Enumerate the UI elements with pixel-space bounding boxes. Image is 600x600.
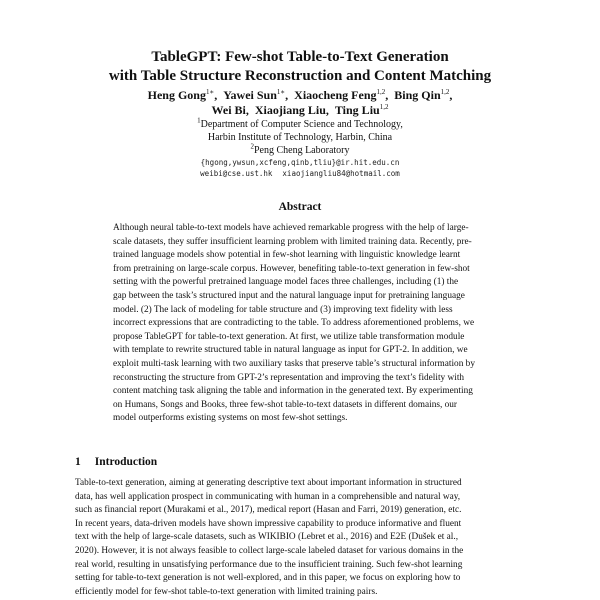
author-sup: 1∗ bbox=[276, 88, 286, 96]
title-line-2: with Table Structure Reconstruction and Content Matching bbox=[108, 68, 492, 84]
abstract-line: trained language models show potential in few-shot learning with linguistic knowledge learnt bbox=[113, 250, 461, 261]
abstract-line: incorrect expressions that are contradicting to the table. To address aforementioned problems, we bbox=[113, 318, 475, 329]
abstract-line: reconstructing the structure from GPT-2’s representation and improving the text’s fidelity with bbox=[113, 372, 465, 383]
section-heading-introduction bbox=[75, 455, 157, 469]
author-sup: 1∗ bbox=[205, 88, 215, 96]
abstract-heading: Abstract bbox=[278, 201, 322, 213]
affiliation-line bbox=[0, 118, 600, 131]
affiliation-line bbox=[0, 144, 600, 157]
abstract-line: on Humans, Songs and Books, three few-shot table-to-text datasets in different domains, our bbox=[113, 399, 458, 410]
author-name: Xiaocheng Feng bbox=[294, 88, 377, 102]
email-address: xiaojiangliu84@hotmail.com bbox=[282, 169, 400, 178]
intro-line: 2020). However, it is not always feasible to collect large-scale labeled dataset for various domains in the bbox=[75, 545, 464, 556]
author-sup: 1,2 bbox=[376, 88, 386, 96]
affiliation-line: Harbin Institute of Technology, Harbin, China bbox=[207, 132, 393, 143]
author-emails bbox=[0, 157, 600, 179]
abstract-line: Although neural table-to-text models have achieved remarkable progress with the help of large- bbox=[113, 223, 469, 233]
abstract-line: propose TableGPT for table-to-text generation. At first, we utilize table transformation module bbox=[113, 331, 465, 342]
author-sup: 1,2 bbox=[440, 88, 450, 96]
title-line-1: TableGPT: Few-shot Table-to-Text Generation bbox=[151, 49, 449, 65]
abstract-line: model outperforms existing systems on most few-shot settings. bbox=[113, 413, 348, 424]
email-line: {hgong,ywsun,xcfeng,qinb,tliu}@ir.hit.edu.cn bbox=[200, 158, 400, 167]
abstract-line: content matching task aligning the table and information in the generated text. By experimenting bbox=[113, 386, 473, 397]
author-name: Heng Gong bbox=[147, 88, 206, 102]
abstract-line: exploit multi-task learning with two auxiliary tasks that preserve table’s structural information by bbox=[113, 358, 475, 369]
author-line-2: Wei Bi, Xiaojiang Liu, Ting Liu$^{1,2}$ bbox=[211, 103, 389, 117]
intro-line: such as financial report (Murakami et al., 2017), medical report (Hasan and Farri, 2019) generation, etc. bbox=[75, 505, 462, 516]
intro-line: In recent years, data-driven models have shown impressive capability to produce informative and fluent bbox=[75, 518, 462, 529]
section-number: 1 bbox=[75, 456, 81, 468]
affiliations bbox=[0, 118, 600, 157]
introduction-body bbox=[75, 477, 530, 599]
paper-title bbox=[0, 48, 600, 86]
abstract-line: with template to rewrite structured table in natural language as input for GPT-2. In addition, we bbox=[113, 345, 468, 356]
author-name: Yawei Sun bbox=[223, 88, 277, 102]
intro-line: text with the help of large-scale datasets, such as WIKIBIO (Lebret et al., 2016) and E2E (Dušek et al., bbox=[75, 532, 459, 543]
author-line-1: Heng Gong$^{1∗}$, Yawei Sun$^{1∗}$, Xiaocheng Feng$^{1,2}$, Bing Qin$^{1,2}$, bbox=[147, 88, 453, 102]
affiliation-sup: 2 bbox=[250, 142, 254, 151]
abstract-line: scale datasets, they suffer insufficient learning problem with limited training data. Recently, pre- bbox=[113, 236, 472, 247]
author-name: Wei Bi bbox=[211, 103, 246, 117]
affiliation-sup: 1 bbox=[197, 116, 201, 125]
author-name: Xiaojiang Liu bbox=[254, 103, 326, 117]
email-line bbox=[0, 168, 600, 179]
abstract-line: setting with the powerful pretrained language model faces three challenges, including (1) the bbox=[113, 277, 459, 288]
email-address: weibi@cse.ust.hk bbox=[200, 169, 273, 178]
abstract-body bbox=[113, 222, 516, 426]
author-sup: 1,2 bbox=[379, 103, 389, 111]
abstract-line: model. (2) The lack of modeling for table structure and (3) improving text fidelity with less bbox=[113, 304, 453, 315]
affiliation-text: Peng Cheng Laboratory bbox=[253, 145, 350, 156]
intro-line: efficiently model for few-shot table-to-text generation with limited training pairs. bbox=[75, 586, 378, 597]
author-list bbox=[0, 88, 600, 118]
intro-line: setting for table-to-text generation is not well-explored, and in this paper, we focus on exploring how to bbox=[75, 573, 461, 584]
section-title: Introduction bbox=[94, 456, 158, 468]
intro-line: data, has well application prospect in communicating with human in a comprehensible and natural way, bbox=[75, 491, 461, 502]
abstract-line: gap between the task’s structured input and the natural language input for pretraining language bbox=[113, 290, 465, 301]
intro-line: real world, resulting in unsatisfying performance due to the insufficient training. Such few-shot learning bbox=[75, 559, 463, 570]
author-name: Bing Qin bbox=[394, 88, 441, 102]
affiliation-text: Department of Computer Science and Technology, bbox=[200, 119, 403, 130]
intro-line: Table-to-text generation, aiming at generating descriptive text about important information in structured bbox=[75, 478, 462, 488]
author-name: Ting Liu bbox=[334, 103, 380, 117]
abstract-line: from pretraining on large-scale corpus. However, benefiting table-to-text generation in few-shot bbox=[113, 263, 470, 274]
